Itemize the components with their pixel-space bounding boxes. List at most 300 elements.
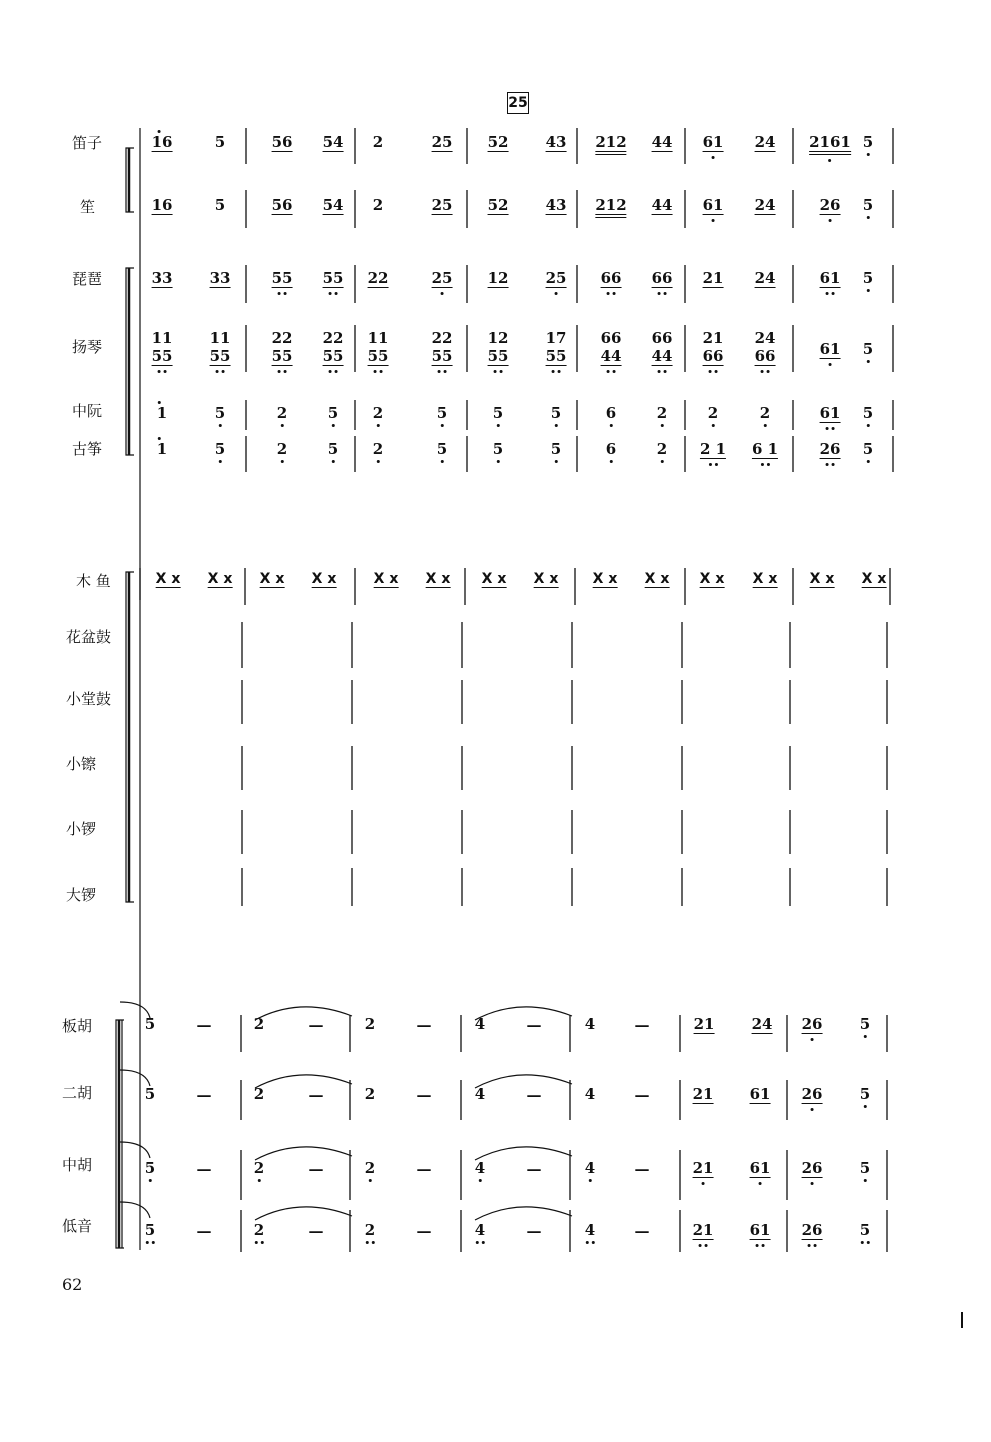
octave-dot	[761, 370, 764, 373]
jianpu-note	[802, 1016, 823, 1032]
octave-dot	[558, 370, 561, 373]
octave-dot	[714, 463, 717, 466]
note-text: 21	[693, 1015, 715, 1033]
octave-dot	[482, 1241, 485, 1244]
jianpu-note	[368, 348, 389, 364]
jianpu-note	[601, 348, 622, 364]
jianpu-note	[254, 1016, 264, 1032]
octave-dot	[767, 370, 770, 373]
jianpu-note	[210, 330, 231, 346]
jianpu-note	[488, 330, 509, 346]
jianpu-note	[693, 1160, 714, 1176]
jianpu-note	[755, 330, 776, 346]
tie-slur	[255, 1075, 352, 1088]
note-text: 4	[474, 1015, 486, 1033]
note-text: 2	[253, 1221, 265, 1239]
underline	[152, 214, 173, 215]
dash-extension: —	[196, 1086, 212, 1104]
dash-extension: —	[416, 1016, 432, 1034]
octave-dot	[826, 292, 829, 295]
dash-extension: —	[634, 1222, 650, 1240]
jianpu-note	[210, 348, 231, 364]
jianpu-note	[802, 1086, 823, 1102]
jianpu-note	[373, 405, 383, 421]
octave-dot	[607, 370, 610, 373]
jianpu-note	[585, 1222, 595, 1238]
note-text: 44	[651, 347, 673, 365]
note-text: 6	[605, 404, 617, 422]
note-text: 21	[692, 1085, 714, 1103]
octave-dot	[826, 463, 829, 466]
note-text: 5	[862, 340, 874, 358]
octave-dot	[607, 292, 610, 295]
underline	[652, 365, 673, 366]
jianpu-note	[551, 405, 561, 421]
note-text: 5	[862, 269, 874, 287]
note-text: 11	[209, 329, 231, 347]
octave-dot	[589, 1179, 592, 1182]
jianpu-note	[863, 270, 873, 286]
note-text: 1	[156, 440, 168, 458]
jianpu-note	[272, 330, 293, 346]
note-text: 5	[862, 440, 874, 458]
jianpu-note	[546, 134, 567, 150]
muyu-stroke: X x	[752, 571, 778, 587]
underline	[703, 151, 724, 152]
muyu-stroke: X x	[259, 571, 285, 587]
underline	[595, 151, 626, 152]
note-text: 52	[487, 133, 509, 151]
underline	[546, 287, 567, 288]
note-text: 16	[151, 196, 173, 214]
octave-dot	[372, 1241, 375, 1244]
jianpu-note	[210, 270, 231, 286]
jianpu-note	[802, 1222, 823, 1238]
octave-dot	[867, 216, 870, 219]
jianpu-note	[820, 270, 841, 286]
instrument-label-yangqin: 扬琴	[72, 338, 103, 356]
jianpu-note	[585, 1086, 595, 1102]
underline	[323, 151, 344, 152]
underline	[652, 287, 673, 288]
jianpu-note	[820, 341, 841, 357]
tie-slur	[120, 1142, 150, 1158]
octave-dot	[811, 1038, 814, 1041]
jianpu-note	[703, 348, 724, 364]
note-text: 2161	[809, 133, 851, 151]
underline	[652, 214, 673, 215]
jianpu-note	[703, 197, 724, 213]
octave-dot	[829, 219, 832, 222]
note-text: 66	[754, 347, 776, 365]
octave-dot	[867, 1241, 870, 1244]
octave-dot	[756, 1244, 759, 1247]
octave-dot	[255, 1241, 258, 1244]
note-text: 5	[214, 133, 226, 151]
octave-dot	[814, 1244, 817, 1247]
note-text: 24	[751, 1015, 773, 1033]
jianpu-note	[475, 1016, 485, 1032]
note-text: 5	[859, 1085, 871, 1103]
muyu-stroke: X x	[207, 571, 233, 587]
octave-dot	[332, 424, 335, 427]
octave-dot	[702, 1182, 705, 1185]
note-text: 55	[209, 347, 231, 365]
underline	[488, 287, 509, 288]
octave-dot	[335, 370, 338, 373]
underline	[694, 1033, 715, 1034]
octave-dot	[164, 370, 167, 373]
muyu-stroke: X x	[481, 571, 507, 587]
dash-extension: —	[416, 1160, 432, 1178]
tie-slur	[475, 1075, 572, 1088]
instrument-label-zhonghu: 中胡	[62, 1156, 93, 1174]
octave-dot	[708, 463, 711, 466]
dash-extension: —	[526, 1222, 542, 1240]
note-text: 25	[431, 196, 453, 214]
dash-extension: —	[416, 1222, 432, 1240]
muyu-stroke: X x	[425, 571, 451, 587]
underline	[820, 358, 841, 359]
note-text: 17	[545, 329, 567, 347]
instrument-label-guzheng: 古筝	[72, 440, 103, 458]
underline	[802, 1177, 823, 1178]
octave-dot	[219, 460, 222, 463]
underline	[752, 1033, 773, 1034]
jianpu-note	[323, 330, 344, 346]
rehearsal-mark: 25	[507, 92, 529, 114]
muyu-stroke: X x	[592, 571, 618, 587]
jianpu-note	[820, 197, 841, 213]
note-text: 2	[253, 1085, 265, 1103]
note-text: 4	[584, 1015, 596, 1033]
instrument-label-xiaobo: 小镲	[66, 755, 97, 773]
octave-dot	[864, 1179, 867, 1182]
note-text: 2	[253, 1015, 265, 1033]
note-text: 2	[364, 1015, 376, 1033]
jianpu-note	[475, 1086, 485, 1102]
jianpu-note	[368, 330, 389, 346]
underline	[601, 287, 622, 288]
note-text: 26	[801, 1085, 823, 1103]
note-text: 11	[151, 329, 173, 347]
muyu-stroke: X x	[373, 571, 399, 587]
octave-dot	[281, 424, 284, 427]
note-text: 61	[749, 1221, 771, 1239]
underline	[755, 365, 776, 366]
underline	[601, 365, 622, 366]
underline	[210, 365, 231, 366]
note-text: 61	[702, 133, 724, 151]
octave-dot	[699, 1244, 702, 1247]
octave-dot	[284, 292, 287, 295]
muyu-stroke: X x	[311, 571, 337, 587]
instrument-label-zhongruan: 中阮	[72, 402, 103, 420]
jianpu-note	[860, 1222, 870, 1238]
octave-dot	[441, 424, 444, 427]
instrument-label-muyu: 木 鱼	[76, 572, 111, 590]
jianpu-note	[809, 134, 851, 150]
jianpu-note	[863, 405, 873, 421]
underline	[752, 458, 778, 459]
muyu-stroke: X x	[155, 571, 181, 587]
octave-dot	[610, 460, 613, 463]
note-text: 5	[144, 1159, 156, 1177]
octave-dot	[335, 292, 338, 295]
muyu-stroke: X x	[809, 571, 835, 587]
octave-dot	[146, 1241, 149, 1244]
instrument-label-banhu: 板胡	[62, 1017, 93, 1035]
note-text: 24	[754, 269, 776, 287]
note-text: 44	[600, 347, 622, 365]
underline	[426, 587, 451, 588]
underline	[260, 587, 285, 588]
octave-dot	[219, 424, 222, 427]
octave-dot	[281, 460, 284, 463]
note-text: 22	[367, 269, 389, 287]
jianpu-note	[373, 441, 383, 457]
octave-dot	[664, 370, 667, 373]
note-text: 5	[144, 1221, 156, 1239]
note-text: 5	[436, 440, 448, 458]
note-text: 55	[367, 347, 389, 365]
jianpu-note	[365, 1016, 375, 1032]
octave-dot	[826, 427, 829, 430]
underline	[755, 151, 776, 152]
note-text: 2	[656, 440, 668, 458]
instrument-label-erhu: 二胡	[62, 1084, 93, 1102]
muyu-stroke: X x	[699, 571, 725, 587]
octave-dot	[712, 156, 715, 159]
jianpu-note	[488, 348, 509, 364]
note-text: 61	[819, 269, 841, 287]
jianpu-note	[328, 405, 338, 421]
note-text: 55	[431, 347, 453, 365]
instrument-label-diyin: 低音	[62, 1217, 93, 1235]
note-text: 2	[364, 1159, 376, 1177]
jianpu-note	[215, 134, 225, 150]
octave-dot	[715, 370, 718, 373]
octave-dot	[592, 1241, 595, 1244]
jianpu-note	[863, 341, 873, 357]
jianpu-note	[254, 1160, 264, 1176]
jianpu-note	[365, 1222, 375, 1238]
jianpu-note	[145, 1222, 155, 1238]
underline	[595, 217, 626, 218]
underline	[546, 214, 567, 215]
underline	[750, 1177, 771, 1178]
note-text: 5	[859, 1159, 871, 1177]
note-text: 212	[595, 196, 627, 214]
jianpu-note	[215, 197, 225, 213]
jianpu-note	[437, 405, 447, 421]
octave-dot	[864, 1105, 867, 1108]
instrument-label-pipa: 琵琶	[72, 270, 103, 288]
jianpu-note	[595, 134, 626, 150]
note-text: 5	[436, 404, 448, 422]
note-text: 2	[276, 440, 288, 458]
underline	[820, 422, 841, 423]
tie-slur	[475, 1207, 572, 1220]
note-text: 5	[859, 1221, 871, 1239]
octave-dot	[610, 424, 613, 427]
jianpu-note	[432, 197, 453, 213]
underline	[703, 365, 724, 366]
jianpu-note	[860, 1086, 870, 1102]
octave-dot	[479, 1179, 482, 1182]
page-number: 62	[62, 1275, 83, 1294]
note-text: 66	[651, 269, 673, 287]
jianpu-note	[755, 134, 776, 150]
underline	[272, 151, 293, 152]
note-text: 22	[431, 329, 453, 347]
octave-dot	[500, 370, 503, 373]
octave-dot	[832, 292, 835, 295]
jianpu-note	[601, 270, 622, 286]
muyu-stroke: X x	[644, 571, 670, 587]
note-text: 5	[862, 133, 874, 151]
jianpu-note	[693, 1086, 714, 1102]
jianpu-note	[755, 348, 776, 364]
jianpu-note	[152, 134, 173, 150]
underline	[312, 587, 337, 588]
octave-dot	[438, 370, 441, 373]
note-text: 12	[487, 269, 509, 287]
octave-dot	[832, 463, 835, 466]
note-text: 5	[862, 404, 874, 422]
note-text: 61	[702, 196, 724, 214]
underline	[152, 151, 173, 152]
underline	[323, 365, 344, 366]
note-text: 5	[327, 404, 339, 422]
octave-dot	[867, 460, 870, 463]
underline	[750, 1103, 771, 1104]
underline	[802, 1103, 823, 1104]
underline	[593, 587, 618, 588]
octave-dot	[867, 153, 870, 156]
muyu-stroke: X x	[533, 571, 559, 587]
note-text: 2	[372, 440, 384, 458]
jianpu-note	[703, 270, 724, 286]
note-text: 2	[364, 1085, 376, 1103]
underline	[862, 587, 887, 588]
instrument-label-dizi: 笛子	[72, 134, 103, 152]
underline	[156, 587, 181, 588]
jianpu-note	[802, 1160, 823, 1176]
jianpu-note	[657, 441, 667, 457]
octave-dot	[832, 427, 835, 430]
octave-dot	[867, 360, 870, 363]
note-text: 5	[214, 404, 226, 422]
note-text: 21	[692, 1221, 714, 1239]
jianpu-note	[750, 1086, 771, 1102]
dash-extension: —	[526, 1086, 542, 1104]
note-text: 5	[492, 404, 504, 422]
jianpu-note	[373, 134, 383, 150]
octave-dot	[278, 370, 281, 373]
note-text: 2	[276, 404, 288, 422]
octave-dot	[811, 1182, 814, 1185]
note-text: 66	[651, 329, 673, 347]
underline	[750, 1239, 771, 1240]
dash-extension: —	[526, 1016, 542, 1034]
jianpu-note	[546, 197, 567, 213]
note-text: 55	[545, 347, 567, 365]
underline	[488, 151, 509, 152]
underline	[546, 365, 567, 366]
underline	[595, 154, 626, 155]
underline	[323, 287, 344, 288]
jianpu-note	[323, 134, 344, 150]
octave-dot	[476, 1241, 479, 1244]
jianpu-note	[488, 270, 509, 286]
jianpu-note	[157, 441, 167, 457]
octave-dot	[759, 1182, 762, 1185]
octave-dot	[329, 370, 332, 373]
underline	[546, 151, 567, 152]
jianpu-note	[606, 441, 616, 457]
note-text: 5	[859, 1015, 871, 1033]
note-text: 2	[656, 404, 668, 422]
octave-dot	[158, 370, 161, 373]
jianpu-note	[432, 348, 453, 364]
note-text: 24	[754, 329, 776, 347]
octave-dot	[613, 292, 616, 295]
jianpu-note	[703, 330, 724, 346]
note-text: 6	[605, 440, 617, 458]
jianpu-note	[432, 134, 453, 150]
note-text: 2	[364, 1221, 376, 1239]
note-text: 43	[545, 196, 567, 214]
octave-dot	[664, 292, 667, 295]
tie-slur	[120, 1070, 150, 1086]
dash-extension: —	[526, 1160, 542, 1178]
octave-dot	[278, 292, 281, 295]
underline	[703, 214, 724, 215]
underline	[809, 151, 851, 152]
note-text: 4	[584, 1159, 596, 1177]
jianpu-note	[152, 197, 173, 213]
dash-extension: —	[634, 1160, 650, 1178]
octave-dot	[613, 370, 616, 373]
underline	[802, 1033, 823, 1034]
note-text: 54	[322, 196, 344, 214]
jianpu-note	[546, 270, 567, 286]
jianpu-note	[254, 1086, 264, 1102]
octave-dot	[369, 1179, 372, 1182]
jianpu-note	[820, 441, 841, 457]
jianpu-note	[863, 134, 873, 150]
octave-dot	[444, 370, 447, 373]
underline	[488, 365, 509, 366]
jianpu-note	[703, 134, 724, 150]
note-text: 55	[322, 269, 344, 287]
note-text: 21	[692, 1159, 714, 1177]
note-text: 2	[372, 404, 384, 422]
note-text: 5	[214, 196, 226, 214]
jianpu-note	[652, 134, 673, 150]
note-text: 66	[600, 329, 622, 347]
note-text: 4	[474, 1085, 486, 1103]
jianpu-note	[595, 197, 626, 213]
underline	[482, 587, 507, 588]
dash-extension: —	[634, 1016, 650, 1034]
jianpu-note	[820, 405, 841, 421]
note-text: 12	[487, 329, 509, 347]
dash-extension: —	[308, 1086, 324, 1104]
jianpu-note	[863, 197, 873, 213]
underline	[152, 365, 173, 366]
